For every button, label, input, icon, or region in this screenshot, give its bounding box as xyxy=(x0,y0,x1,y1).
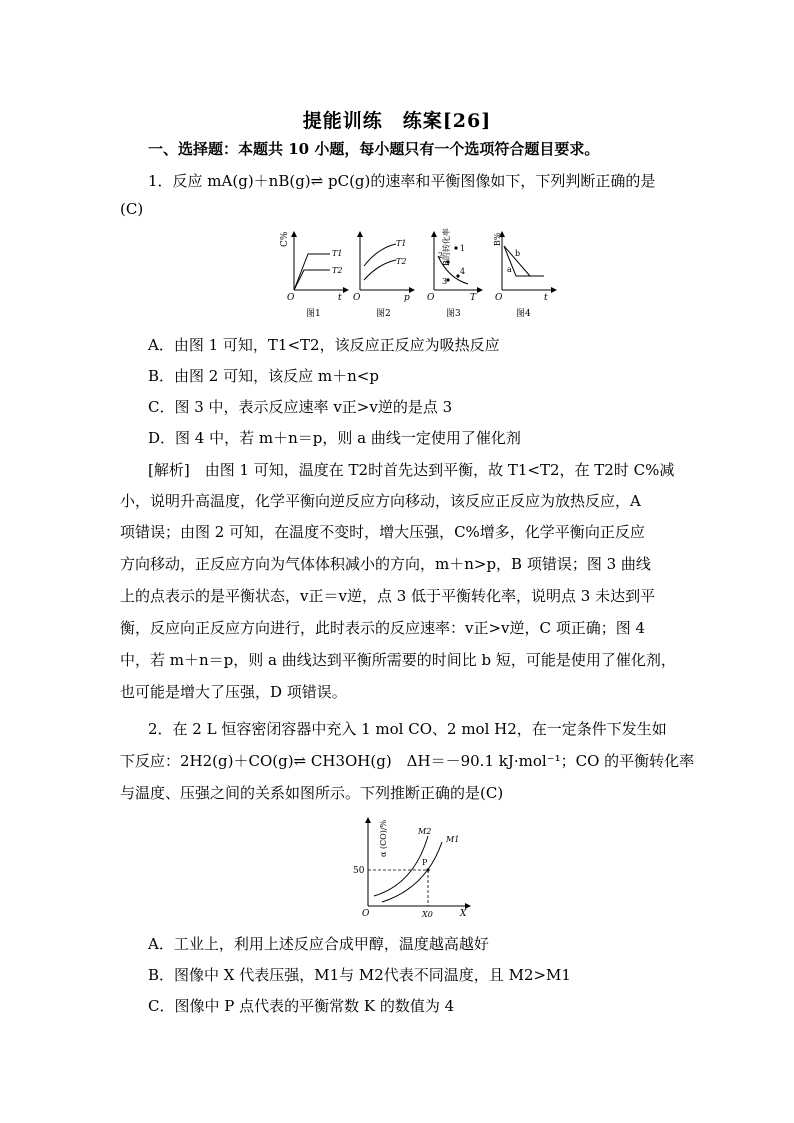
q1-analysis-line3: 项错误；由图 2 可知，在温度不变时，增大压强，C%增多，化学平衡向正反应 xyxy=(120,523,645,541)
q1-option-c: C．图 3 中，表示反应速率 v正>v逆的是点 3 xyxy=(148,398,453,416)
fig3-point-3: 3 xyxy=(442,277,448,286)
fig2 xyxy=(353,232,414,319)
fig1-xlabel: t xyxy=(338,293,342,303)
q2-fig-xlabel: X xyxy=(460,909,467,919)
fig1-origin: O xyxy=(287,293,295,303)
q1-stem-line1: 1．反应 mA(g)＋nB(g)⇌ pC(g)的速率和平衡图像如下，下列判断正确的是 xyxy=(148,172,656,190)
q2-fig-origin: O xyxy=(362,909,370,919)
q1-analysis-line6: 衡，反应向正反应方向进行，此时表示的反应速率：v正>v逆，C 项正确；图 4 xyxy=(120,619,646,637)
fig4-origin: O xyxy=(495,293,503,303)
fig1-caption: 图1 xyxy=(306,309,321,319)
q2-stem-line1: 2．在 2 L 恒容密闭容器中充入 1 mol CO、2 mol H2，在一定条件下发生如 xyxy=(148,720,667,738)
q1-analysis-line1: [解析] 由图 1 可知，温度在 T2时首先达到平衡，故 T1<T2，在 T2时 C%减 xyxy=(148,461,675,479)
fig3-ylabel: B的转化率 xyxy=(442,228,451,266)
fig3-point-1: 1 xyxy=(460,244,466,253)
fig2-caption: 图2 xyxy=(376,309,391,319)
q2-stem-line2: 下反应：2H2(g)＋CO(g)⇌ CH3OH(g) ΔH＝－90.1 kJ·mol⁻¹；CO 的平衡转化率 xyxy=(120,752,695,770)
q2-figure xyxy=(346,814,476,924)
fig1-ylabel: C% xyxy=(280,231,290,247)
fig3-xlabel: T xyxy=(470,293,477,303)
q1-analysis-line2: 小，说明升高温度，化学平衡向逆反应方向移动，该反应正反应为放热反应，A xyxy=(120,492,641,510)
q1-analysis-line8: 也可能是增大了压强，D 项错误。 xyxy=(120,683,347,701)
fig3-point-4: 4 xyxy=(460,267,466,276)
fig2-curve-bottom: T2 xyxy=(396,257,407,266)
section-heading: 一、选择题：本题共 10 小题，每小题只有一个选项符合题目要求。 xyxy=(148,140,600,158)
page-title: 提能训练 练案[26] xyxy=(302,110,492,132)
fig3-origin: O xyxy=(427,293,435,303)
q2-fig-x-mark: X0 xyxy=(422,910,433,919)
q2-fig-y-mark: 50 xyxy=(353,866,365,876)
fig2-xlabel: p xyxy=(404,293,410,303)
q1-figures xyxy=(278,228,568,324)
fig1 xyxy=(280,231,348,319)
q1-option-d: D．图 4 中，若 m＋n＝p，则 a 曲线一定使用了催化剂 xyxy=(148,429,521,447)
q2-option-c: C．图像中 P 点代表的平衡常数 K 的数值为 4 xyxy=(148,997,455,1015)
q2-fig-curve-upper: M2 xyxy=(418,827,432,836)
q2-fig-curve-lower: M1 xyxy=(446,835,460,844)
q2-stem-line3: 与温度、压强之间的关系如图所示。下列推断正确的是(C) xyxy=(120,784,504,802)
fig1-curve-bottom: T2 xyxy=(332,266,343,275)
fig2-curve-top: T1 xyxy=(396,239,407,248)
fig4-ylabel: B% xyxy=(493,232,502,246)
fig2-origin: O xyxy=(353,293,361,303)
q2-fig-ylabel: α (CO)/% xyxy=(379,819,388,857)
q2-option-a: A．工业上，利用上述反应合成甲醇，温度越高越好 xyxy=(148,935,489,953)
q1-option-a: A．由图 1 可知，T1<T2，该反应正反应为吸热反应 xyxy=(148,336,500,354)
q1-analysis-line5: 上的点表示的是平衡状态，v正＝v逆，点 3 低于平衡转化率，说明点 3 未达到平 xyxy=(120,587,656,605)
fig3 xyxy=(427,228,482,319)
fig4-caption: 图4 xyxy=(516,309,531,319)
fig3-point-2: 2 xyxy=(438,251,444,260)
fig3-caption: 图3 xyxy=(446,309,461,319)
fig4-curve-b: b xyxy=(515,249,521,258)
fig4-curve-a: a xyxy=(507,265,512,274)
fig4-xlabel: t xyxy=(544,293,548,303)
q1-analysis-line4: 方向移动，正反应方向为气体体积减小的方向，m＋n>p，B 项错误；图 3 曲线 xyxy=(120,555,651,573)
q2-option-b: B．图像中 X 代表压强，M1与 M2代表不同温度，且 M2>M1 xyxy=(148,966,571,984)
q2-fig-point: P xyxy=(422,858,428,867)
fig4 xyxy=(493,232,556,319)
fig1-curve-top: T1 xyxy=(332,249,343,258)
q1-analysis-line7: 中，若 m＋n＝p，则 a 曲线达到平衡所需要的时间比 b 短，可能是使用了催化剂， xyxy=(120,651,676,669)
q1-option-b: B．由图 2 可知，该反应 m＋n<p xyxy=(148,367,379,385)
q1-stem-line2: (C) xyxy=(120,200,144,218)
